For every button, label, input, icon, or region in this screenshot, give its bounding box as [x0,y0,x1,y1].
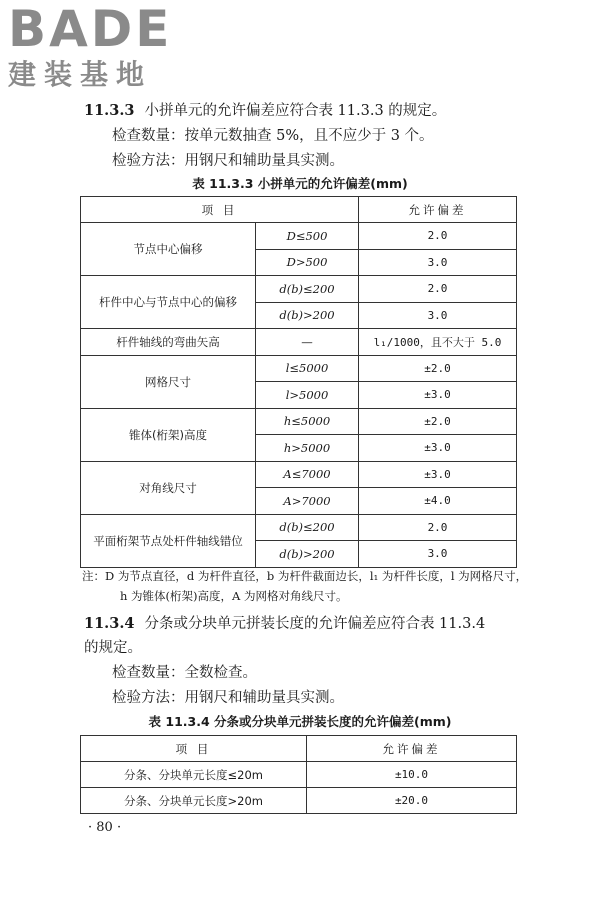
tolerance-cell: ±3.0 [359,461,517,488]
header-item: 项 目 [81,736,307,762]
table-row [81,408,517,435]
page-number: · 80 · [88,820,122,835]
clause-11-3-4 [84,614,485,634]
bade-logo [8,2,178,96]
tolerance-cell: ±10.0 [307,762,517,788]
clause-text-line-1: 分条或分块单元拼装长度的允许偏差应符合表 11.3.4 [144,616,486,632]
check-quantity-11-3-4: 检查数量：全数检查。 [112,665,257,681]
condition-cell: D≤500 [256,223,359,250]
condition-cell: A≤7000 [256,461,359,488]
item-cell: 锥体(桁架)高度 [81,408,256,461]
tolerance-cell: ±3.0 [359,382,517,409]
table-note-line-1: 注：D 为节点直径，d 为杆件直径，b 为杆件截面边长，l₁ 为杆件长度，l 为网格尺寸， [82,569,528,583]
logo-subtitle: 建装基地 [8,58,153,91]
condition-cell: l≤5000 [256,355,359,382]
tolerance-cell: 2.0 [359,514,517,541]
clause-number: 11.3.3 [84,102,135,119]
tolerance-cell: 3.0 [359,249,517,276]
tolerance-cell: 2.0 [359,223,517,250]
tolerance-cell: ±20.0 [307,788,517,814]
item-cell: 杆件轴线的弯曲矢高 [81,329,256,356]
check-quantity-11-3-3: 检查数量：按单元数抽查 5%，且不应少于 3 个。 [112,128,434,144]
check-method-11-3-3: 检验方法：用钢尺和辅助量具实测。 [112,153,344,169]
table-row [81,355,517,382]
table-row [81,788,517,814]
table-note-line-2: h 为锥体(桁架)高度，A 为网格对角线尺寸。 [120,589,348,603]
condition-cell: l>5000 [256,382,359,409]
item-cell: 网格尺寸 [81,355,256,408]
clause-11-3-3 [84,101,446,121]
table-row [81,223,517,250]
check-method-11-3-4: 检验方法：用钢尺和辅助量具实测。 [112,690,344,706]
header-tolerance: 允许偏差 [359,197,517,223]
condition-cell: d(b)>200 [256,302,359,329]
condition-cell: h≤5000 [256,408,359,435]
item-cell: 对角线尺寸 [81,461,256,514]
tolerance-cell: ±4.0 [359,488,517,515]
tolerance-table-11-3-4 [80,735,517,814]
clause-number: 11.3.4 [84,615,135,632]
item-cell: 分条、分块单元长度>20m [81,788,307,814]
clause-text-line-2: 的规定。 [84,640,142,656]
logo-word: BADE [8,0,173,58]
tolerance-cell: 3.0 [359,302,517,329]
table-row [81,461,517,488]
table-row [81,762,517,788]
tolerance-cell: ±2.0 [359,408,517,435]
table-row [81,329,517,356]
item-cell: 平面桁架节点处杆件轴线错位 [81,514,256,567]
table-caption-11-3-4: 表 11.3.4 分条或分块单元拼装长度的允许偏差(mm) [148,714,452,729]
condition-cell: D>500 [256,249,359,276]
tolerance-cell: 3.0 [359,541,517,568]
condition-cell: d(b)≤200 [256,276,359,303]
tolerance-cell: 2.0 [359,276,517,303]
header-item: 项 目 [81,197,359,223]
clause-text: 小拼单元的允许偏差应符合表 11.3.3 的规定。 [144,103,447,119]
condition-cell: h>5000 [256,435,359,462]
table-caption-11-3-3: 表 11.3.3 小拼单元的允许偏差(mm) [192,176,408,191]
item-cell: 分条、分块单元长度≤20m [81,762,307,788]
table-row [81,276,517,303]
header-tolerance: 允许偏差 [307,736,517,762]
tolerance-cell: l₁/1000，且不大于 5.0 [359,329,517,356]
tolerance-cell: ±3.0 [359,435,517,462]
table-row [81,514,517,541]
condition-cell: d(b)>200 [256,541,359,568]
tolerance-table-11-3-3 [80,196,517,568]
item-cell: 杆件中心与节点中心的偏移 [81,276,256,329]
condition-cell: A>7000 [256,488,359,515]
condition-cell: d(b)≤200 [256,514,359,541]
item-cell: 节点中心偏移 [81,223,256,276]
condition-cell: — [256,329,359,356]
tolerance-cell: ±2.0 [359,355,517,382]
